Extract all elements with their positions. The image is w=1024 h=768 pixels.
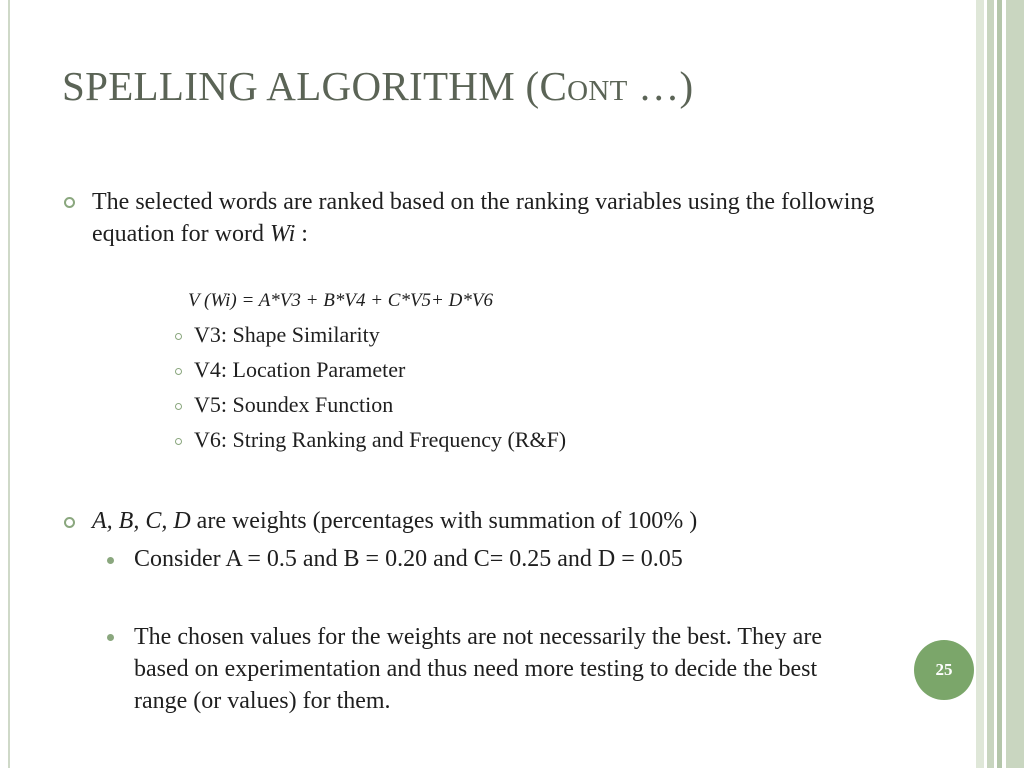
bullet-ranking-end: : [295, 221, 308, 247]
title-smallcaps: Cont [539, 63, 628, 109]
bullet-ranking-var: Wi [269, 221, 296, 247]
sub-item-v4: V4: Location Parameter [194, 357, 406, 382]
bullet-consider: Consider A = 0.5 and B = 0.20 and C= 0.25 and D = 0.05 [134, 546, 683, 572]
title-end: …) [627, 63, 694, 109]
bullet-chosen-values: The chosen values for the weights are not necessarily the best. They are based on experimentation and thus need more testing to decide the best range (or values) for them. [134, 624, 822, 714]
bullet-weights-text: are weights (percentages with summation of 100% ) [190, 508, 698, 534]
right-decor-band [987, 0, 994, 768]
right-decor-band [1006, 0, 1024, 768]
bullet-ranking [92, 186, 892, 250]
left-border-line [8, 0, 10, 768]
sub-bullet-icon [175, 438, 182, 445]
sub-item-v6: V6: String Ranking and Frequency (R&F) [194, 427, 567, 452]
bullet-weights-vars: A, B, C, D [92, 508, 191, 534]
title-main: SPELLING ALGORITHM ( [62, 63, 540, 109]
page-number-badge: 25 [914, 640, 974, 700]
sub-item-v5: V5: Soundex Function [194, 392, 394, 417]
equation: V (Wi) = A*V3 + B*V4 + C*V5+ D*V6 [188, 290, 493, 311]
bullet-dot-icon [107, 634, 114, 641]
bullet-ring-icon [64, 517, 75, 528]
right-decor-band [976, 0, 984, 768]
sub-item-v3: V3: Shape Similarity [194, 322, 380, 347]
bullet-weights [92, 505, 697, 537]
sub-bullet-icon [175, 368, 182, 375]
bullet-ring-icon [64, 197, 75, 208]
bullet-ranking-text: The selected words are ranked based on the ranking variables using the following equation for word [92, 189, 875, 247]
sub-bullet-icon [175, 333, 182, 340]
sub-bullet-icon [175, 403, 182, 410]
bullet-dot-icon [107, 557, 114, 564]
slide-title [62, 62, 693, 110]
